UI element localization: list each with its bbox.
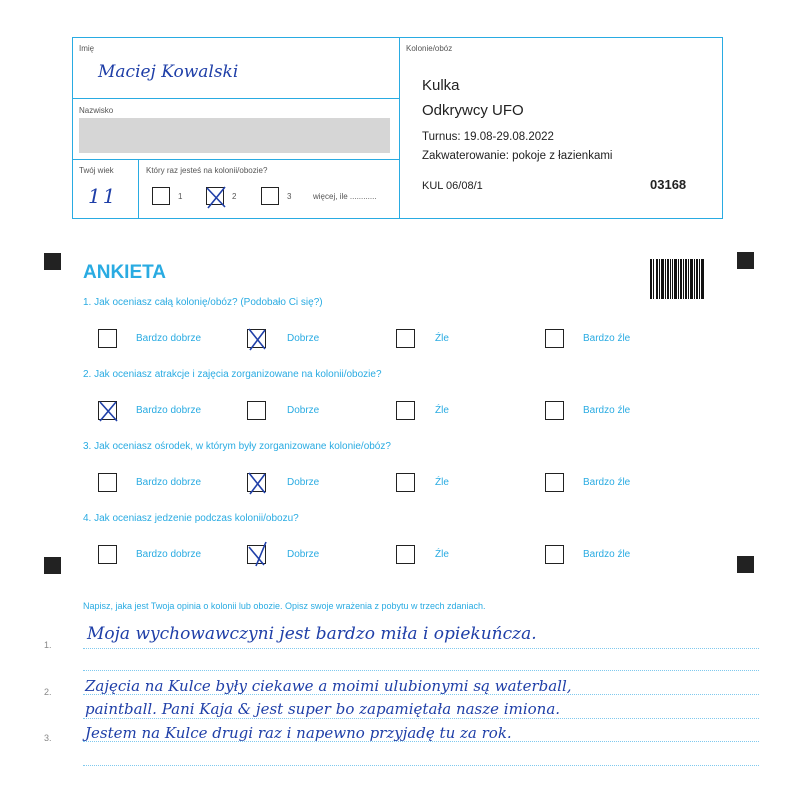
q4-dobrze-label: Dobrze [287, 549, 320, 560]
q4-bardzo-zle-checkbox[interactable] [545, 545, 564, 564]
wiek-value: 11 [88, 184, 118, 208]
nazwisko-redacted [79, 118, 390, 153]
ktory-raz-checkbox-2[interactable] [206, 187, 224, 205]
kolonie-code: KUL 06/08/1 [422, 180, 483, 192]
q3-bardzo-dobrze-checkbox[interactable] [98, 473, 117, 492]
writing-line [83, 648, 759, 649]
line-number-2: 2. [44, 687, 52, 697]
registration-marker-top-left [44, 253, 61, 270]
writing-line [83, 765, 759, 766]
nazwisko-label: Nazwisko [79, 106, 114, 115]
line-number-3: 3. [44, 733, 52, 743]
survey-title: ANKIETA [83, 262, 167, 283]
imie-value: Maciej Kowalski [98, 62, 239, 82]
opinion-prompt: Napisz, jaka jest Twoja opinia o kolonii lub obozie. Opisz swoje wrażenia z pobytu w trzech zdaniach. [83, 601, 486, 611]
q2-dobrze-checkbox[interactable] [247, 401, 266, 420]
q3-bardzo-dobrze-label: Bardzo dobrze [136, 477, 202, 488]
q3-zle-checkbox[interactable] [396, 473, 415, 492]
cross-mark-icon [96, 398, 120, 424]
q2-bardzo-zle-label: Bardzo źle [583, 405, 631, 416]
ktory-raz-label: Który raz jesteś na kolonii/obozie? [146, 166, 268, 175]
divider-wiek [138, 159, 139, 219]
q2-dobrze-label: Dobrze [287, 405, 320, 416]
ktory-raz-checkbox-3[interactable] [261, 187, 279, 205]
opinion-line-1: Moja wychowawczyni jest bardzo miła i opiekuńcza. [87, 624, 537, 644]
q3-dobrze-checkbox[interactable] [247, 473, 266, 492]
opinion-line-4: Jestem na Kulce drugi raz i napewno przyjadę tu za rok. [85, 724, 512, 742]
writing-line [83, 670, 759, 671]
q3-zle-label: Źle [435, 477, 449, 488]
q2-bardzo-zle-checkbox[interactable] [545, 401, 564, 420]
q3-dobrze-label: Dobrze [287, 477, 320, 488]
divider-nazwisko [72, 159, 400, 160]
question-1-text: 1. Jak oceniasz całą kolonię/obóz? (Podobało Ci się?) [83, 297, 323, 308]
question-4-text: 4. Jak oceniasz jedzenie podczas kolonii/obozu? [83, 513, 299, 524]
ktory-raz-checkbox-1[interactable] [152, 187, 170, 205]
q4-zle-label: Źle [435, 549, 449, 560]
writing-line [83, 718, 759, 719]
q1-bardzo-dobrze-checkbox[interactable] [98, 329, 117, 348]
opinion-line-3: paintball. Pani Kaja & jest super bo zapamiętała nasze imiona. [85, 700, 561, 718]
q4-bardzo-dobrze-checkbox[interactable] [98, 545, 117, 564]
question-3-text: 3. Jak oceniasz ośrodek, w którym były zorganizowane kolonie/obóz? [83, 441, 391, 452]
divider-imie [72, 98, 400, 99]
kolonie-label: Kolonie/obóz [406, 44, 453, 53]
ktory-raz-option-more: więcej, ile ............ [313, 192, 377, 201]
q1-dobrze-checkbox[interactable] [247, 329, 266, 348]
q1-zle-label: Źle [435, 333, 449, 344]
q4-dobrze-checkbox[interactable] [247, 545, 266, 564]
wiek-label: Twój wiek [79, 166, 114, 175]
q2-bardzo-dobrze-checkbox[interactable] [98, 401, 117, 420]
q1-dobrze-label: Dobrze [287, 333, 320, 344]
kolonie-program: Odkrywcy UFO [422, 102, 524, 119]
q1-bardzo-dobrze-label: Bardzo dobrze [136, 333, 202, 344]
registration-marker-top-right [737, 252, 754, 269]
imie-label: Imię [79, 44, 95, 53]
kolonie-name: Kulka [422, 77, 460, 94]
q2-zle-checkbox[interactable] [396, 401, 415, 420]
q3-bardzo-zle-checkbox[interactable] [545, 473, 564, 492]
question-2-text: 2. Jak oceniasz atrakcje i zajęcia zorganizowane na kolonii/obozie? [83, 369, 382, 380]
q1-bardzo-zle-checkbox[interactable] [545, 329, 564, 348]
q3-bardzo-zle-label: Bardzo źle [583, 477, 631, 488]
ktory-raz-option-3: 3 [287, 192, 292, 201]
q1-bardzo-zle-label: Bardzo źle [583, 333, 631, 344]
cross-mark-icon [245, 326, 269, 352]
turnus: Turnus: 19.08-29.08.2022 [422, 131, 554, 143]
cross-mark-icon [204, 184, 228, 210]
zakwaterowanie: Zakwaterowanie: pokoje z łazienkami [422, 150, 613, 162]
q2-bardzo-dobrze-label: Bardzo dobrze [136, 405, 202, 416]
q4-bardzo-dobrze-label: Bardzo dobrze [136, 549, 202, 560]
q4-bardzo-zle-label: Bardzo źle [583, 549, 631, 560]
q1-zle-checkbox[interactable] [396, 329, 415, 348]
opinion-line-2: Zajęcia na Kulce były ciekawe a moimi ulubionymi są waterball, [85, 677, 572, 695]
barcode-image [650, 259, 704, 299]
q2-zle-label: Źle [435, 405, 449, 416]
form-number: 03168 [650, 177, 687, 192]
ktory-raz-option-1: 1 [178, 192, 183, 201]
line-number-1: 1. [44, 640, 52, 650]
registration-marker-mid-left [44, 557, 61, 574]
cross-mark-icon [245, 470, 269, 496]
cross-mark-icon [245, 542, 269, 568]
registration-marker-mid-right [737, 556, 754, 573]
ktory-raz-option-2: 2 [232, 192, 237, 201]
q4-zle-checkbox[interactable] [396, 545, 415, 564]
